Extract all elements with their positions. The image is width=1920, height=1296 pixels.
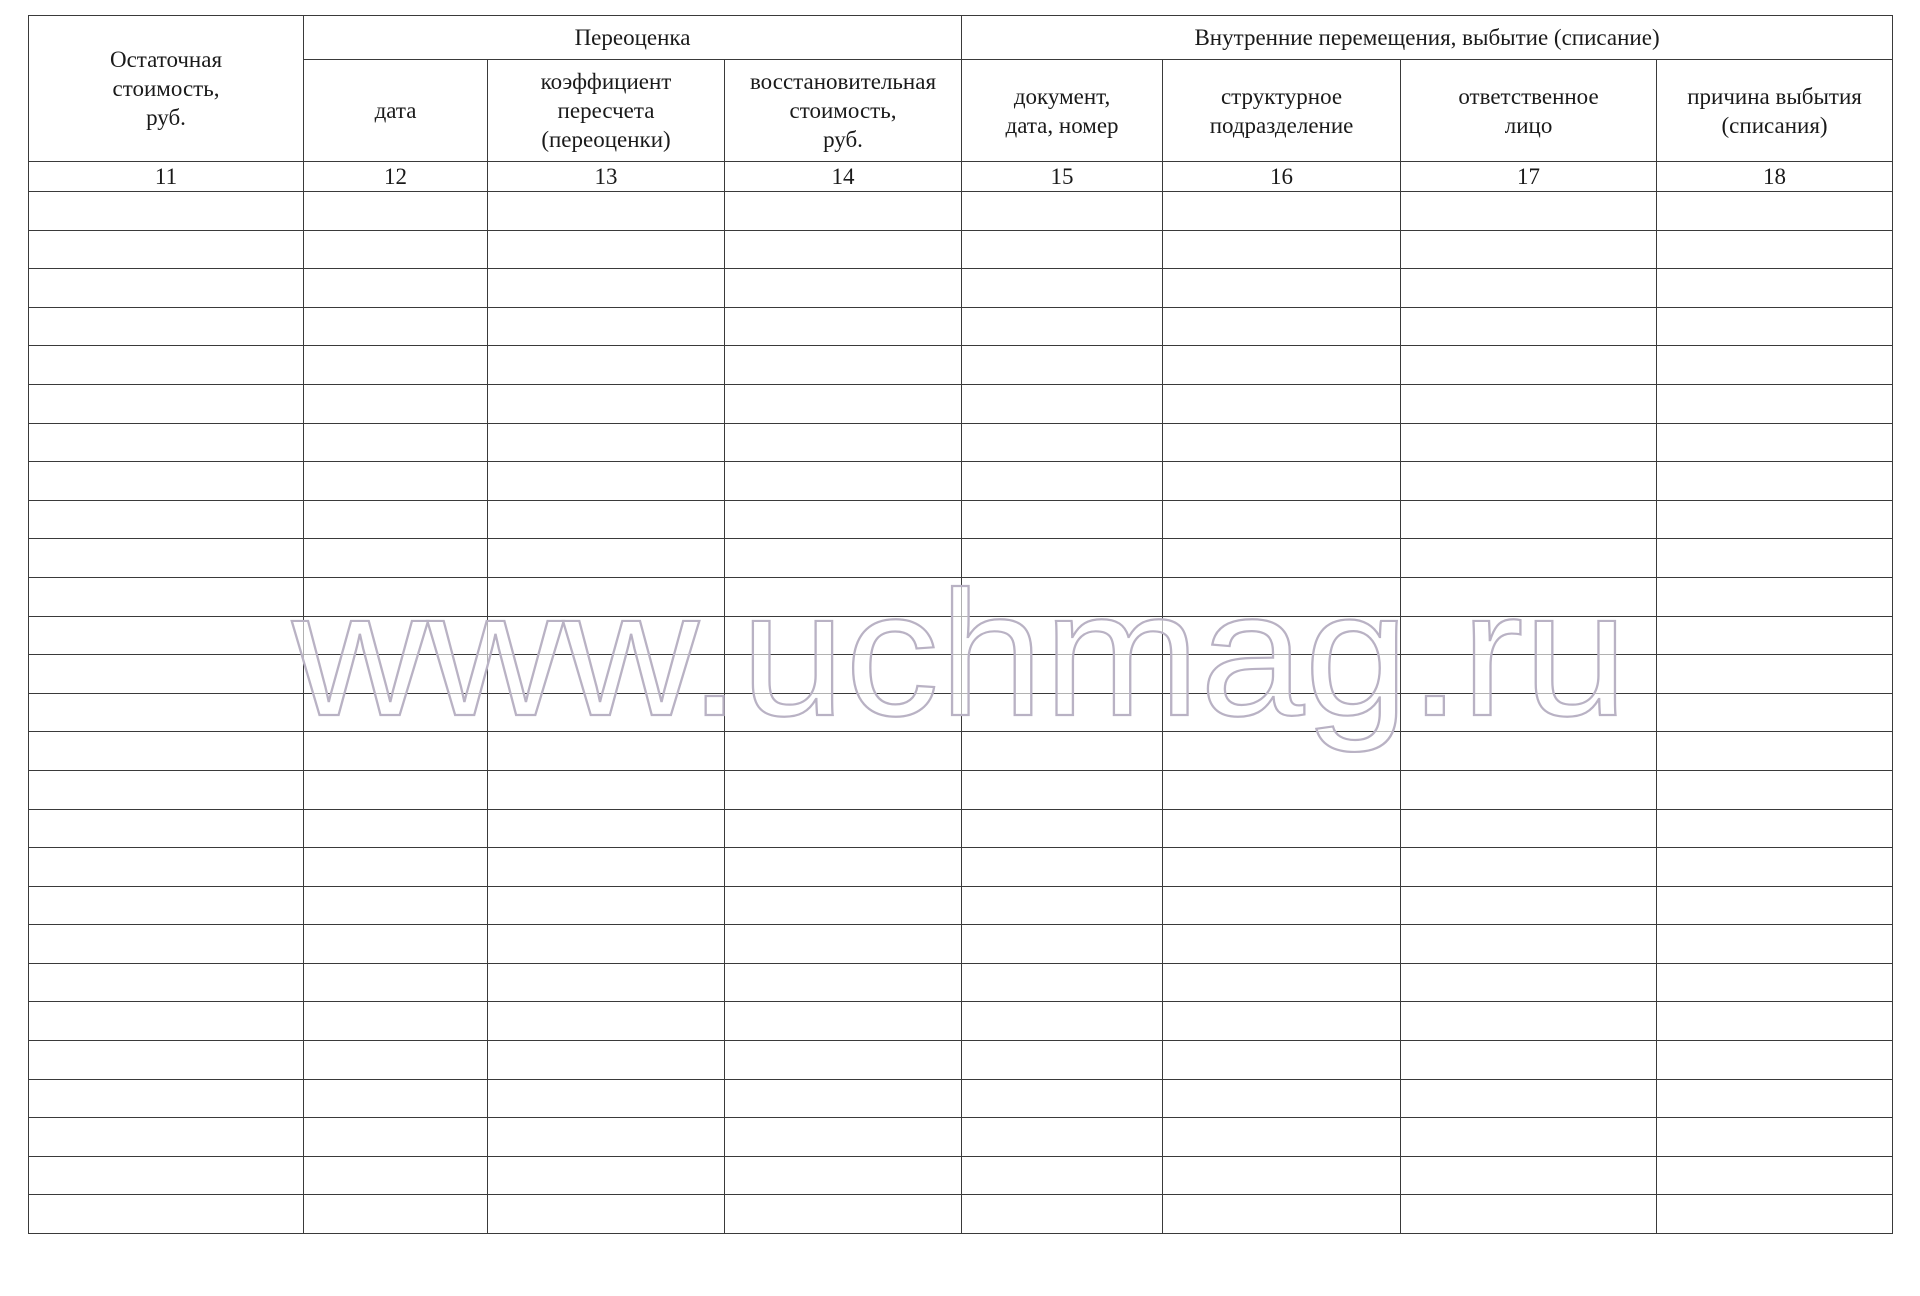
table-cell <box>1401 1118 1657 1157</box>
table-cell <box>1163 1079 1401 1118</box>
table-cell <box>488 384 725 423</box>
col-header-date <box>304 60 488 162</box>
table-cell <box>962 1041 1163 1080</box>
table-cell <box>725 307 962 346</box>
table-cell <box>29 423 304 462</box>
table-cell <box>725 655 962 694</box>
table-cell <box>304 1079 488 1118</box>
column-number-row <box>29 162 1893 192</box>
table-cell <box>1163 1156 1401 1195</box>
table-cell <box>1657 770 1893 809</box>
document-label: документ, дата, номер <box>1005 83 1119 138</box>
table-cell <box>962 616 1163 655</box>
table-cell <box>488 616 725 655</box>
table-cell <box>725 577 962 616</box>
table-cell <box>488 1079 725 1118</box>
table-cell <box>1163 1002 1401 1041</box>
table-cell <box>962 732 1163 771</box>
table-cell <box>29 346 304 385</box>
table-row <box>29 1079 1893 1118</box>
table-cell <box>304 770 488 809</box>
table-cell <box>1401 1156 1657 1195</box>
table-row <box>29 732 1893 771</box>
table-cell <box>488 963 725 1002</box>
table-cell <box>1401 809 1657 848</box>
table-cell <box>1401 1002 1657 1041</box>
table-cell <box>1401 539 1657 578</box>
table-cell <box>725 384 962 423</box>
header-row-sub <box>29 60 1893 162</box>
table-cell <box>1163 1195 1401 1234</box>
table-cell <box>962 1002 1163 1041</box>
column-number: 18 <box>1657 162 1893 192</box>
table-cell <box>1163 886 1401 925</box>
table-row <box>29 770 1893 809</box>
table-cell <box>488 346 725 385</box>
table-cell <box>1401 1041 1657 1080</box>
column-number: 12 <box>304 162 488 192</box>
revaluation-label: Переоценка <box>574 25 691 50</box>
table-cell <box>29 1195 304 1234</box>
table-cell <box>962 462 1163 501</box>
table-cell <box>304 539 488 578</box>
table-cell <box>29 1079 304 1118</box>
table-cell <box>962 539 1163 578</box>
table-cell <box>1163 462 1401 501</box>
col-header-replacement-value <box>725 60 962 162</box>
table-cell <box>1401 230 1657 269</box>
table-cell <box>962 1156 1163 1195</box>
table-cell <box>1657 848 1893 887</box>
table-row <box>29 384 1893 423</box>
coefficient-label: коэффициент пересчета (переоценки) <box>540 69 672 152</box>
table-cell <box>1401 925 1657 964</box>
table-cell <box>1401 500 1657 539</box>
table-cell <box>1163 693 1401 732</box>
table-cell <box>1163 577 1401 616</box>
table-cell <box>29 500 304 539</box>
table-cell <box>488 539 725 578</box>
table-cell <box>29 886 304 925</box>
table-cell <box>1657 539 1893 578</box>
column-number: 17 <box>1401 162 1657 192</box>
table-cell <box>29 307 304 346</box>
table-cell <box>304 230 488 269</box>
table-cell <box>1401 346 1657 385</box>
column-number: 13 <box>488 162 725 192</box>
table-cell <box>725 423 962 462</box>
table-cell <box>488 886 725 925</box>
asset-register-table <box>28 15 1893 1234</box>
table-cell <box>29 693 304 732</box>
table-row <box>29 346 1893 385</box>
table-cell <box>1657 1156 1893 1195</box>
table-cell <box>1401 192 1657 231</box>
table-cell <box>29 462 304 501</box>
table-cell <box>1657 1118 1893 1157</box>
table-cell <box>1401 462 1657 501</box>
table-cell <box>29 809 304 848</box>
table-cell <box>962 693 1163 732</box>
table-cell <box>1657 346 1893 385</box>
table-cell <box>1401 1195 1657 1234</box>
table-cell <box>1163 925 1401 964</box>
table-cell <box>1401 732 1657 771</box>
date-label: дата <box>374 98 417 123</box>
table-cell <box>725 770 962 809</box>
table-cell <box>1657 925 1893 964</box>
table-cell <box>488 500 725 539</box>
table-cell <box>488 1041 725 1080</box>
table-cell <box>962 577 1163 616</box>
residual-value-label: Остаточная стоимость, руб. <box>109 47 223 130</box>
table-cell <box>725 1195 962 1234</box>
ledger-body <box>29 192 1893 1234</box>
table-cell <box>725 1079 962 1118</box>
table-cell <box>1401 963 1657 1002</box>
table-cell <box>304 384 488 423</box>
table-cell <box>1657 732 1893 771</box>
table-row <box>29 462 1893 501</box>
table-cell <box>29 732 304 771</box>
table-cell <box>1657 192 1893 231</box>
table-cell <box>488 269 725 308</box>
table-cell <box>962 1079 1163 1118</box>
table-cell <box>725 809 962 848</box>
table-cell <box>725 462 962 501</box>
table-cell <box>488 1118 725 1157</box>
table-cell <box>488 307 725 346</box>
table-cell <box>304 963 488 1002</box>
table-row <box>29 1195 1893 1234</box>
table-cell <box>725 693 962 732</box>
table-cell <box>1163 384 1401 423</box>
table-cell <box>488 1156 725 1195</box>
table-cell <box>304 1195 488 1234</box>
table-cell <box>1163 539 1401 578</box>
table-cell <box>1657 655 1893 694</box>
table-cell <box>488 770 725 809</box>
table-cell <box>1657 577 1893 616</box>
table-cell <box>962 655 1163 694</box>
table-cell <box>1401 693 1657 732</box>
table-cell <box>304 307 488 346</box>
table-row <box>29 848 1893 887</box>
table-cell <box>488 230 725 269</box>
table-cell <box>1657 1079 1893 1118</box>
table-cell <box>1657 809 1893 848</box>
table-cell <box>1401 384 1657 423</box>
table-cell <box>725 963 962 1002</box>
table-cell <box>1657 963 1893 1002</box>
table-cell <box>29 1041 304 1080</box>
table-cell <box>304 192 488 231</box>
table-row <box>29 230 1893 269</box>
table-cell <box>962 384 1163 423</box>
table-cell <box>1163 1118 1401 1157</box>
table-cell <box>1163 423 1401 462</box>
table-cell <box>1163 848 1401 887</box>
table-cell <box>1163 655 1401 694</box>
table-cell <box>29 269 304 308</box>
table-cell <box>1163 1041 1401 1080</box>
table-cell <box>488 423 725 462</box>
table-row <box>29 423 1893 462</box>
table-cell <box>488 693 725 732</box>
table-cell <box>304 462 488 501</box>
table-row <box>29 809 1893 848</box>
internal-moves-label: Внутренние перемещения, выбытие (списание) <box>1194 25 1660 50</box>
table-cell <box>1163 230 1401 269</box>
table-row <box>29 539 1893 578</box>
table-cell <box>29 1002 304 1041</box>
table-cell <box>962 1195 1163 1234</box>
col-header-division <box>1163 60 1401 162</box>
table-cell <box>962 886 1163 925</box>
table-cell <box>1657 616 1893 655</box>
table-cell <box>962 1118 1163 1157</box>
table-cell <box>725 192 962 231</box>
table-cell <box>304 848 488 887</box>
table-cell <box>29 539 304 578</box>
table-cell <box>304 886 488 925</box>
table-cell <box>725 269 962 308</box>
table-cell <box>29 1156 304 1195</box>
table-row <box>29 269 1893 308</box>
column-number: 11 <box>29 162 304 192</box>
table-row <box>29 307 1893 346</box>
table-cell <box>29 655 304 694</box>
table-cell <box>304 1002 488 1041</box>
table-cell <box>1163 269 1401 308</box>
table-cell <box>29 963 304 1002</box>
table-cell <box>1163 616 1401 655</box>
table-cell <box>304 269 488 308</box>
table-cell <box>1657 1002 1893 1041</box>
table-cell <box>1657 307 1893 346</box>
table-row <box>29 886 1893 925</box>
table-cell <box>29 192 304 231</box>
table-cell <box>1401 886 1657 925</box>
group-header-revaluation <box>304 16 962 60</box>
table-cell <box>304 693 488 732</box>
table-cell <box>1401 423 1657 462</box>
table-row <box>29 1118 1893 1157</box>
col-header-document <box>962 60 1163 162</box>
table-cell <box>725 1002 962 1041</box>
table-cell <box>1163 307 1401 346</box>
table-cell <box>488 925 725 964</box>
table-cell <box>1401 577 1657 616</box>
table-row <box>29 500 1893 539</box>
table-cell <box>488 732 725 771</box>
table-cell <box>1163 732 1401 771</box>
table-cell <box>725 1118 962 1157</box>
table-cell <box>29 1118 304 1157</box>
table-cell <box>962 192 1163 231</box>
table-cell <box>725 500 962 539</box>
replacement-value-label: восстановительная стоимость, руб. <box>749 69 937 152</box>
table-cell <box>962 307 1163 346</box>
table-cell <box>1401 616 1657 655</box>
table-cell <box>1657 230 1893 269</box>
table-cell <box>725 539 962 578</box>
table-cell <box>29 384 304 423</box>
table-cell <box>488 462 725 501</box>
table-cell <box>962 423 1163 462</box>
table-cell <box>29 577 304 616</box>
table-cell <box>725 1041 962 1080</box>
watermark-text: www.uchmag.ru <box>290 554 1628 753</box>
table-cell <box>1657 886 1893 925</box>
table-cell <box>1657 384 1893 423</box>
table-cell <box>488 1002 725 1041</box>
table-cell <box>488 1195 725 1234</box>
table-cell <box>1401 307 1657 346</box>
column-number: 15 <box>962 162 1163 192</box>
table-cell <box>304 616 488 655</box>
table-cell <box>488 577 725 616</box>
column-number: 14 <box>725 162 962 192</box>
table-cell <box>962 770 1163 809</box>
col-header-reason <box>1657 60 1893 162</box>
table-cell <box>962 500 1163 539</box>
table-cell <box>488 655 725 694</box>
col-header-residual-value <box>29 16 304 162</box>
table-cell <box>1657 423 1893 462</box>
table-cell <box>29 770 304 809</box>
table-row <box>29 693 1893 732</box>
table-cell <box>304 1118 488 1157</box>
table-cell <box>1163 809 1401 848</box>
header-row-top <box>29 16 1893 60</box>
table-cell <box>962 230 1163 269</box>
table-cell <box>29 925 304 964</box>
table-cell <box>725 886 962 925</box>
table-cell <box>725 925 962 964</box>
table-cell <box>304 423 488 462</box>
table-cell <box>962 925 1163 964</box>
table-cell <box>1657 693 1893 732</box>
table-cell <box>1401 269 1657 308</box>
table-cell <box>29 848 304 887</box>
table-row <box>29 1156 1893 1195</box>
table-cell <box>1657 1041 1893 1080</box>
table-row <box>29 963 1893 1002</box>
table-row <box>29 1041 1893 1080</box>
table-row <box>29 192 1893 231</box>
table-cell <box>1163 770 1401 809</box>
table-cell <box>488 809 725 848</box>
table-cell <box>304 1156 488 1195</box>
table-cell <box>1401 770 1657 809</box>
table-cell <box>304 655 488 694</box>
table-cell <box>304 925 488 964</box>
table-cell <box>725 848 962 887</box>
col-header-responsible <box>1401 60 1657 162</box>
table-cell <box>962 848 1163 887</box>
table-row <box>29 655 1893 694</box>
table-cell <box>725 732 962 771</box>
table-cell <box>304 500 488 539</box>
column-number: 16 <box>1163 162 1401 192</box>
table-cell <box>725 346 962 385</box>
division-label: структурное подразделение <box>1209 83 1354 138</box>
table-cell <box>1657 462 1893 501</box>
table-cell <box>725 616 962 655</box>
table-row <box>29 577 1893 616</box>
table-cell <box>304 732 488 771</box>
table-row <box>29 616 1893 655</box>
table-cell <box>488 192 725 231</box>
responsible-label: ответственное лицо <box>1458 83 1599 138</box>
table-cell <box>725 1156 962 1195</box>
table-cell <box>304 1041 488 1080</box>
table-cell <box>29 230 304 269</box>
table-cell <box>1163 500 1401 539</box>
reason-label: причина выбытия (списания) <box>1687 83 1862 138</box>
table-row <box>29 925 1893 964</box>
table-cell <box>1401 655 1657 694</box>
group-header-internal-moves <box>962 16 1893 60</box>
table-cell <box>725 230 962 269</box>
table-cell <box>1163 963 1401 1002</box>
table-cell <box>1401 848 1657 887</box>
table-cell <box>29 616 304 655</box>
table-cell <box>1401 1079 1657 1118</box>
table-cell <box>962 346 1163 385</box>
table-cell <box>1657 269 1893 308</box>
table-cell <box>962 269 1163 308</box>
table-cell <box>1163 192 1401 231</box>
table-cell <box>962 809 1163 848</box>
table-row <box>29 1002 1893 1041</box>
table-cell <box>304 346 488 385</box>
table-cell <box>304 809 488 848</box>
ledger-sheet <box>28 15 1892 1234</box>
table-cell <box>1163 346 1401 385</box>
table-cell <box>304 577 488 616</box>
table-cell <box>1657 1195 1893 1234</box>
table-cell <box>488 848 725 887</box>
table-cell <box>962 963 1163 1002</box>
col-header-coefficient <box>488 60 725 162</box>
table-cell <box>1657 500 1893 539</box>
